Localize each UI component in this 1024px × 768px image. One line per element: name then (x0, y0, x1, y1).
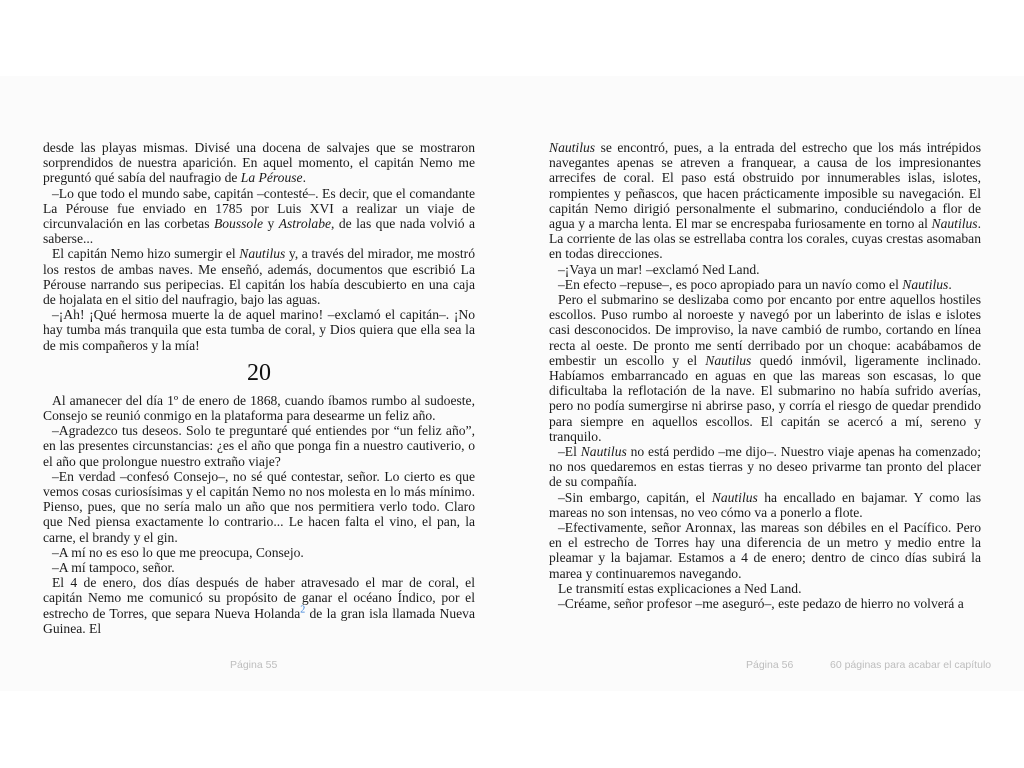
paragraph: –En efecto –repuse–, es poco apropiado para un navío como el Nautilus. (558, 276, 952, 292)
left-page-text (43, 140, 475, 353)
italic-title: Nautilus (549, 140, 596, 155)
paragraph: –En verdad –confesó Consejo–, no sé qué contestar, señor. Lo cierto es que vemos cosas curiosísimas y el capitán Nemo no nos molesta en lo más mínimo. Pienso, pues, que no sería malo un año que nos permitiera verlo todo. Claro que Ned piensa exactamente lo contrario... Le hacen falta el vino, el pan, la carne, el brandy y el gin. (43, 468, 475, 545)
italic-title: Nautilus (711, 489, 758, 505)
paragraph: –Lo que todo el mundo sabe, capitán –contesté–. Es decir, que el comandante La Pérouse fue enviado en 1785 por Luis XVI a realizar un viaje de circunvalación en las corbetas Boussole y Astrolabe, de las que nada volvió a saberse... (43, 185, 475, 247)
paragraph: Nautilus se encontró, pues, a la entrada del estrecho que los más intrépidos navegantes apenas se atreven a franquear, a causa de los impresionantes arrecifes de coral. El paso está obstruido por innumerables islas, islotes, rompientes y peñascos, que hacen prácticamente imposible su navegación. El capitán Nemo dirigió personalmente el submarino, conduciéndolo a flor de agua y a marcha lenta. El mar se encrespaba furiosamente en torno al Nautilus. La corriente de las olas se estrellaba contra los corales, cuyas crestas asomaban en todas direcciones. (549, 140, 981, 262)
paragraph: –¡Vaya un mar! –exclamó Ned Land. (558, 261, 760, 277)
paragraph: –Agradezco tus deseos. Solo te preguntaré qué entiendes por “un feliz año”, en las presentes circunstancias: ¿es el año que ponga fin a nuestro cautiverio, o el año que prolongue nuestro extraño viaje? (43, 423, 475, 469)
paragraph: Al amanecer del día 1º de enero de 1868, cuando íbamos rumbo al sudoeste, Consejo se reunió conmigo en la plataforma para desearme un feliz año. (43, 392, 475, 424)
paragraph: –¡Ah! ¡Qué hermosa muerte la de aquel marino! –exclamó el capitán–. ¡No hay tumba más tranquila que esta tumba de coral, y Dios quiera que ella sea la de mis compañeros y la mía! (43, 307, 475, 353)
paragraph: –Créame, señor profesor –me aseguró–, este pedazo de hierro no volverá a (558, 596, 964, 612)
paragraph: –A mí tampoco, señor. (52, 560, 175, 576)
right-page (549, 140, 981, 611)
left-page-number: Página 55 (230, 659, 278, 671)
italic-title: La Pérouse (240, 170, 303, 186)
paragraph: –El Nautilus no está perdido –me dijo–. Nuestro viaje apenas ha comenzado; no nos quedaremos en estas tierras y no deseo privarme tan pronto del placer de su compañía. (549, 444, 981, 490)
italic-title: Nautilus (705, 352, 752, 368)
right-page-number: Página 56 (746, 659, 794, 671)
paragraph: Pero el submarino se deslizaba como por encanto por entre aquellos hostiles escollos. Puso rumbo al noroeste y navegó por un laberinto de islas e islotes casi desconocidos. De improviso, la nave cambió de rumbo, cortando en línea recta al oeste. De pronto me sentí derribado por un choque: acabábamos de embestir un escollo y el Nautilus quedó inmóvil, ligeramente inclinado. Habíamos embarrancado en aguas en que las mareas son escasas, lo que dificultaba la reflotación de la nave. El submarino no había sufrido averías, pero no podía sumergirse ni abrirse paso, y corría el riesgo de quedar prendido para siempre en aquellos escollos. El capitán se acercó a mí, sereno y tranquilo. (549, 292, 981, 444)
italic-title: Nautilus (902, 276, 949, 292)
italic-title: Nautilus (239, 246, 286, 262)
paragraph: desde las playas mismas. Divisé una docena de salvajes que se mostraron sorprendidos de nuestra aparición. En aquel momento, el capitán Nemo me preguntó qué sabía del naufragio de La Pérouse. (43, 140, 475, 186)
italic-title: Nautilus (931, 216, 978, 232)
italic-title: Boussole (213, 216, 264, 232)
footnote-link[interactable]: 2 (300, 604, 306, 616)
chapter-text (43, 393, 475, 636)
right-page-text (549, 140, 981, 611)
italic-title: Nautilus (580, 444, 627, 460)
paragraph: Le transmití estas explicaciones a Ned Land. (558, 580, 802, 596)
paragraph: El capitán Nemo hizo sumergir el Nautilus y, a través del mirador, me mostró los restos de ambas naves. Me enseñó, además, documentos que escribió La Pérouse narrando sus peripecias. El capitán los había descubierto en una caja de hojalata en el sitio del naufragio, bajo las aguas. (43, 246, 475, 308)
paragraph: –Sin embargo, capitán, el Nautilus ha encallado en bajamar. Y como las mareas no son intensas, no veo cómo va a ponerlo a flote. (549, 489, 981, 520)
pages-remaining-in-chapter: 60 páginas para acabar el capítulo (830, 659, 992, 671)
book-reader (0, 76, 1024, 691)
chapter-number: 20 (247, 359, 271, 386)
left-page (43, 140, 475, 636)
paragraph: El 4 de enero, dos días después de haber atravesado el mar de coral, el capitán Nemo me comunicó su propósito de ganar el océano Índico, por el estrecho de Torres, que separa Nueva Holanda$^2$ de la gran isla llamada Nueva Guinea. El (43, 575, 475, 636)
paragraph: –Efectivamente, señor Aronnax, las mareas son débiles en el Pacífico. Pero en el estrecho de Torres hay una diferencia de un metro y medio entre la pleamar y la bajamar. Estamos a 4 de enero; dentro de cinco días subirá la marea y continuaremos navegando. (549, 520, 981, 581)
italic-title: Astrolabe (278, 216, 332, 232)
paragraph: –A mí no es eso lo que me preocupa, Consejo. (52, 544, 304, 560)
